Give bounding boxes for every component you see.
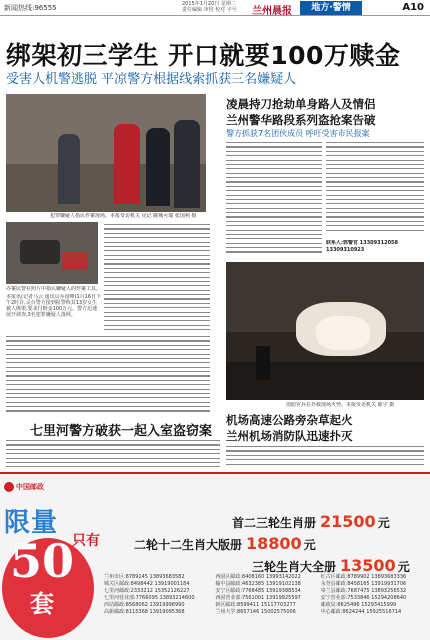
page-number: A10 — [402, 2, 424, 13]
fire-photo — [226, 262, 424, 400]
ad-brand — [4, 482, 44, 492]
right-story-subhead: 警方抓获7名团伙成员 呼吁受害市民报案 — [226, 129, 370, 138]
third-story-headline: 七里河警方破获一起入室盗窃案 — [30, 424, 213, 439]
prize-unit: 元 — [397, 560, 410, 574]
dealer-cell: 七里河邮政:2333212 15352126227 — [104, 588, 190, 594]
ad-prize-1 — [232, 512, 390, 531]
ad-prize-2 — [134, 534, 316, 553]
issue-date — [182, 1, 237, 13]
main-story-intro — [6, 294, 102, 332]
dealer-cell: 邮政局:8625496 15293415999 — [320, 602, 397, 608]
dealer-row — [104, 602, 426, 609]
dealer-cell: 城关区邮政:8498442 13919001184 — [104, 581, 190, 587]
dealer-cell: 兰州大学:8657146 15002575006 — [215, 609, 296, 615]
dealer-row — [104, 574, 426, 581]
photo-fire — [316, 316, 370, 350]
newspaper-brand: 兰州晨报 — [252, 6, 292, 17]
ad-fifty: 50 — [10, 534, 75, 588]
right-story-body-col-2 — [326, 142, 424, 236]
dealer-cell: 西站邮政:8568062 13919998990 — [104, 602, 185, 608]
third-story-body — [6, 440, 220, 470]
dealer-cell: 榆中县邮政:4632385 13919102138 — [215, 581, 301, 587]
photo-object — [20, 240, 60, 264]
right-story-headline-1: 凌晨持刀抢劫单身路人及情侣 — [226, 97, 376, 111]
prize-unit: 元 — [377, 516, 390, 530]
right-story-headline-2: 兰州警华路段系列盗抢案告破 — [226, 113, 376, 127]
dealer-cell: 西固区邮政:8408160 13993142022 — [215, 574, 301, 580]
prize-price: 18800 — [246, 534, 302, 553]
page-header — [0, 0, 430, 16]
news-hotline: 新闻热线:96555 — [4, 4, 57, 12]
photo-person — [58, 134, 80, 204]
dealer-cell: 西固营业部:7561001 13919925597 — [215, 595, 301, 601]
right-story-body-col-1 — [226, 142, 322, 258]
prize-label: 二轮十二生肖大版册 — [134, 538, 243, 552]
dealer-cell: 新区邮政:8599411 15117703277 — [215, 602, 296, 608]
ad-only: 只有 — [72, 533, 100, 549]
dealer-cell: 永登县邮政:8458165 13919931706 — [320, 581, 407, 587]
dealer-cell: 安宁营业部:7533846 15294208640 — [320, 595, 407, 601]
dealer-row — [104, 581, 426, 588]
ad-sets: 套 — [30, 590, 54, 618]
dealer-cell: 红古区邮政:8789902 13893683336 — [320, 574, 407, 580]
photo-person — [146, 128, 170, 206]
dealer-row — [104, 588, 426, 595]
dealer-cell: 兰州市区:8789145 13893683582 — [104, 574, 185, 580]
dealer-cell: 高新邮政:8115368 13919095368 — [104, 609, 185, 615]
editor-line: 责任编辑 审校 校对 字号 — [182, 7, 237, 13]
dealer-cell: 中心邮政:8624244 15925516714 — [320, 609, 402, 615]
fire-story-body — [226, 446, 424, 468]
issue-date-line: 2015年1月20日 星期二 — [182, 1, 236, 7]
section-label: 地方·警情 — [300, 1, 362, 15]
left-column-body — [6, 336, 210, 416]
dealer-cell: 七里河营业部:7766095 13893214600 — [104, 595, 195, 601]
prize-price: 13500 — [340, 556, 396, 575]
dealer-row — [104, 609, 426, 616]
main-story-body-left — [104, 224, 210, 332]
main-subhead: 受害人机警逃脱 平凉警方根据线索抓获三名嫌疑人 — [6, 72, 297, 87]
dealer-list — [104, 574, 426, 636]
fire-story-headline-1: 机场高速公路旁杂草起火 — [226, 413, 353, 427]
ad-prize-3 — [252, 556, 410, 575]
ad-limited: 限量 — [4, 508, 59, 538]
prize-price: 21500 — [320, 512, 376, 531]
ad-brand-label: 中国邮政 — [16, 483, 44, 491]
photo-person — [174, 120, 200, 208]
photo-person — [114, 124, 140, 204]
evidence-photo-caption: 办案民警在照片中指认嫌疑人的作案工具。 — [6, 286, 102, 292]
right-story-contact: 联系人:郭警官 13309312058 13309310923 — [326, 240, 399, 253]
main-photo-caption: 犯罪嫌疑人指认作案现场。本报受访机关 见记 陇城可瑞 张国利 摄 — [50, 213, 197, 219]
main-story-photo — [6, 94, 206, 212]
dealer-cell: 皋兰县邮政:7687475 13893256532 — [320, 588, 407, 594]
prize-label: 首二三轮生肖册 — [232, 516, 317, 530]
fire-photo-caption: 消防官兵在扑救现场火势。本报受访机关 陈宇 摄 — [286, 402, 395, 408]
main-story-intro-text: 本报讯(记者马云 通讯员乔国峰)1月16日下午2时许,灵台警方接到报警称其13岁女生被人绑架,要求付赎金100万元。警方迅速展开调查,3名犯罪嫌疑人落网。 — [6, 294, 102, 318]
dealer-row — [104, 595, 426, 602]
prize-label: 三轮生肖大全册 — [252, 560, 337, 574]
fire-story-headline-2: 兰州机场消防队迅速扑灭 — [226, 429, 353, 443]
dealer-cell: 安宁区邮政:7768485 13919388534 — [215, 588, 301, 594]
evidence-photo — [6, 222, 98, 284]
china-post-logo-icon — [4, 482, 14, 492]
main-headline: 绑架初三学生 开口就要100万赎金 — [6, 41, 401, 70]
prize-unit: 元 — [303, 538, 316, 552]
photo-object — [62, 252, 88, 270]
photo-firefighter — [256, 346, 270, 380]
